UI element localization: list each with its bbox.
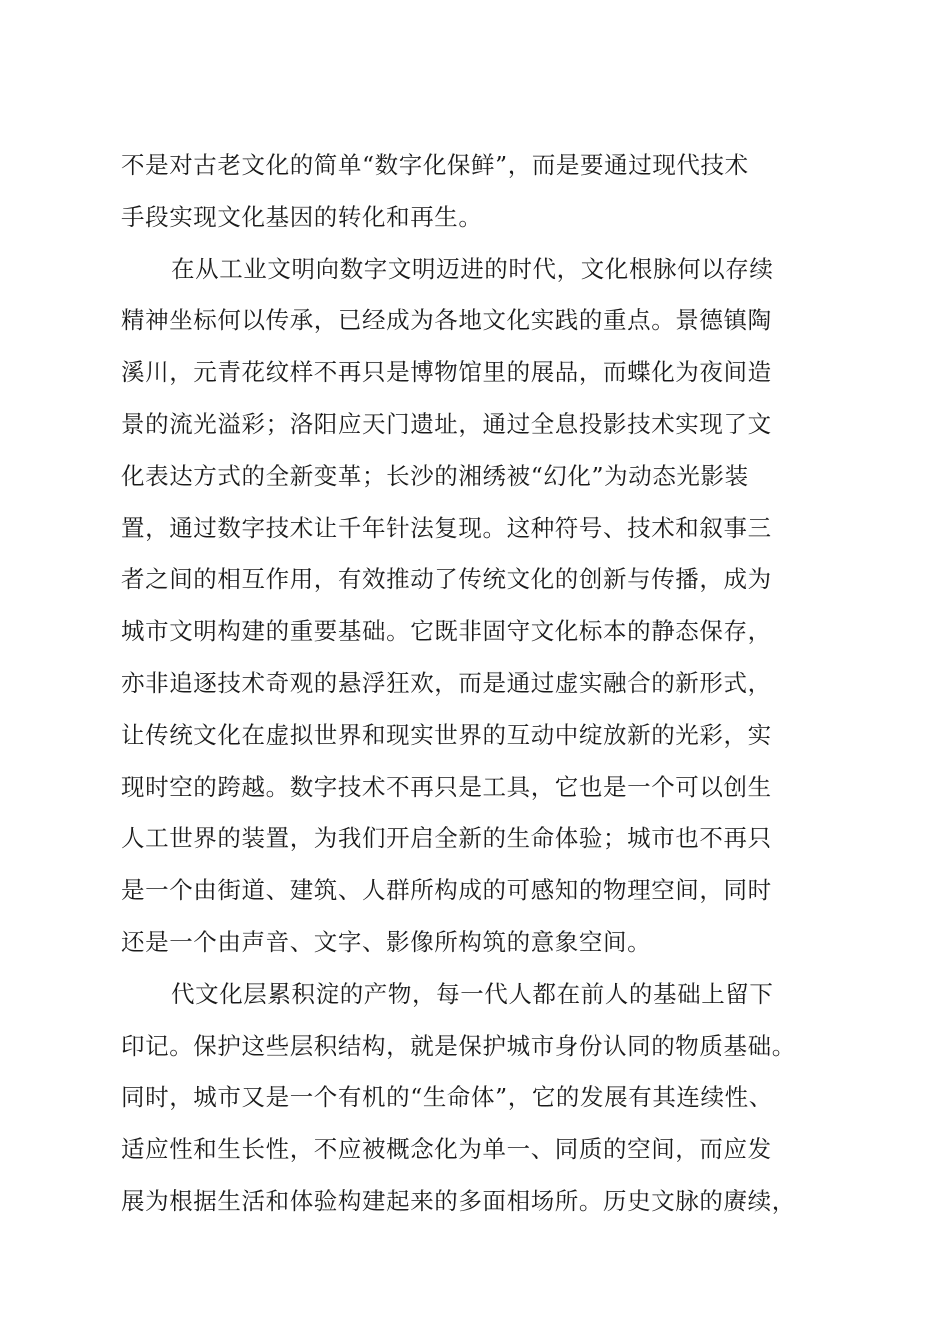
text-line: 还是一个由声音、文字、影像所构筑的意象空间。 [121,927,652,956]
text-line: 城市文明构建的重要基础。它既非固守文化标本的静态保存， [121,617,772,646]
text-line: 溪川，元青花纹样不再只是博物馆里的展品，而蝶化为夜间造 [121,358,772,387]
text-line: 手段实现文化基因的转化和再生。 [121,202,483,231]
text-line: 景的流光溢彩；洛阳应天门遗址，通过全息投影技术实现了文 [121,409,772,438]
document-body [121,140,841,1228]
text-line: 适应性和生长性，不应被概念化为单一、同质的空间，而应发 [121,1135,772,1164]
text-line: 让传统文化在虚拟世界和现实世界的互动中绽放新的光彩，实 [121,720,772,749]
text-line: 不是对古老文化的简单“数字化保鲜”，而是要通过现代技术 [121,151,749,179]
text-line: 在从工业文明向数字文明迈进的时代，文化根脉何以存续 [171,254,774,283]
paragraph-1 [121,140,841,244]
text-line: 人工世界的装置，为我们开启全新的生命体验；城市也不再只 [121,824,772,853]
text-line: 是一个由街道、建筑、人群所构成的可感知的物理空间，同时 [121,876,772,905]
paragraph-2 [121,244,841,969]
text-line: 亦非追逐技术奇观的悬浮狂欢，而是通过虚实融合的新形式， [121,668,772,697]
text-line: 印记。保护这些层积结构，就是保护城市身份认同的物质基础。 [121,1031,796,1060]
text-line: 化表达方式的全新变革；长沙的湘绣被“幻化”为动态光影装 [121,461,749,490]
text-line: 者之间的相互作用，有效推动了传统文化的创新与传播，成为 [121,565,772,594]
text-line: 展为根据生活和体验构建起来的多面相场所。历史文脉的赓续， [121,1186,796,1215]
paragraph-3 [121,969,841,1228]
text-line: 精神坐标何以传承，已经成为各地文化实践的重点。景德镇陶 [121,306,772,335]
text-line: 代文化层累积淀的产物，每一代人都在前人的基础上留下 [171,979,774,1008]
text-line: 现时空的跨越。数字技术不再只是工具，它也是一个可以创生 [121,772,772,801]
text-line: 置，通过数字技术让千年针法复现。这种符号、技术和叙事三 [121,513,772,542]
text-line: 同时，城市又是一个有机的“生命体”，它的发展有其连续性、 [121,1083,773,1112]
